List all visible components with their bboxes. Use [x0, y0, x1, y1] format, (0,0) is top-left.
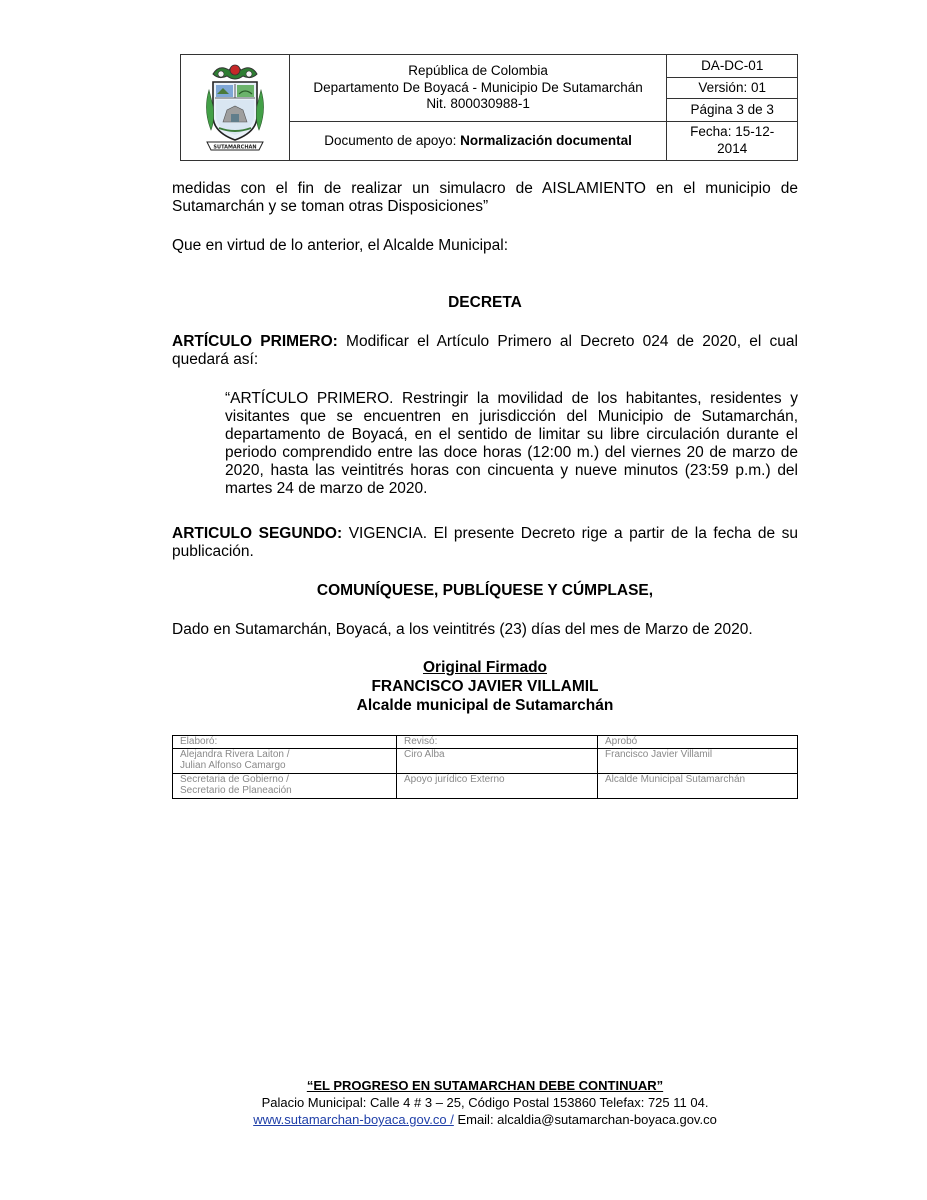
- doc-type-cell: [289, 122, 667, 161]
- decreta-heading: DECRETA: [448, 294, 522, 311]
- article-two-text: VIGENCIA. El presente Decreto rige a partir de la fecha de su publicación.: [172, 525, 798, 560]
- aprobo-role: Alcalde Municipal Sutamarchán: [598, 774, 798, 799]
- approval-cell: [173, 749, 397, 774]
- website-link[interactable]: www.sutamarchan-boyaca.gov.co /: [253, 1112, 454, 1127]
- doc-code: DA-DC-01: [667, 55, 798, 78]
- emblem-motto: SUTAMARCHAN: [213, 144, 257, 150]
- continuation-paragraph: medidas con el fin de realizar un simulacro de AISLAMIENTO en el municipio de Sutamarchán y se toman otras Disposiciones”: [172, 180, 798, 215]
- elaboro-role-2: Secretario de Planeación: [180, 785, 292, 796]
- aprobo-name: Francisco Javier Villamil: [598, 749, 798, 774]
- reviso-role: Apoyo jurídico Externo: [397, 774, 598, 799]
- document-header: [180, 54, 798, 161]
- approval-header-reviso: Revisó:: [397, 736, 598, 749]
- table-row: [173, 774, 798, 799]
- signature-name: FRANCISCO JAVIER VILLAMIL: [371, 678, 599, 695]
- approval-header-elaboro: Elaboró:: [173, 736, 397, 749]
- article-one: [172, 333, 798, 369]
- doc-date-line1: Fecha: 15-12-: [690, 124, 775, 140]
- article-one-quote: “ARTÍCULO PRIMERO. Restringir la movilidad de los habitantes, residentes y visitantes que se encuentren en jurisdicción del Municipio de Sutamarchán, departamento de Boyacá, en el sentido de limitar su libre circulación durante el periodo comprendido entre las doce horas (12:00 m.) del viernes 20 de marzo de 2020, hasta las veintitrés horas con cincuenta y nueve minutos (23:59 p.m.) del martes 24 de marzo de 2020.: [225, 390, 798, 497]
- signature-original: Original Firmado: [422, 659, 547, 676]
- elaboro-name-1: Alejandra Rivera Laiton /: [180, 749, 290, 760]
- footer-contact: [172, 1111, 798, 1128]
- institution-cell: [289, 55, 667, 122]
- footer-address: Palacio Municipal: Calle 4 # 3 – 25, Código Postal 153860 Telefax: 725 11 04.: [261, 1095, 709, 1110]
- doc-type-prefix: Documento de apoyo:: [324, 132, 461, 148]
- article-two-label: ARTICULO SEGUNDO:: [172, 525, 343, 542]
- table-row: [173, 736, 798, 749]
- article-one-label: ARTÍCULO PRIMERO:: [172, 333, 338, 350]
- article-two: [172, 525, 798, 561]
- approval-cell: [173, 774, 397, 799]
- approval-header-aprobo: Aprobó: [598, 736, 798, 749]
- elaboro-role-1: Secretaria de Gobierno /: [180, 774, 289, 785]
- doc-type-name: Normalización documental: [460, 132, 632, 148]
- doc-date: [667, 122, 798, 161]
- doc-page: Página 3 de 3: [667, 99, 798, 122]
- que-paragraph: Que en virtud de lo anterior, el Alcalde Municipal:: [172, 237, 509, 254]
- department-line: Departamento De Boyacá - Municipio De Sutamarchán: [313, 79, 643, 95]
- table-row: [173, 749, 798, 774]
- country-line: República de Colombia: [408, 62, 548, 78]
- nit-line: Nit. 800030988-1: [426, 96, 530, 112]
- emblem-cell: [181, 55, 290, 161]
- municipal-emblem-icon: [199, 60, 271, 156]
- signature-title: Alcalde municipal de Sutamarchán: [356, 697, 614, 714]
- footer-slogan: “EL PROGRESO EN SUTAMARCHAN DEBE CONTINUAR”: [306, 1078, 664, 1093]
- elaboro-name-2: Julian Alfonso Camargo: [180, 760, 286, 771]
- footer-email: Email: alcaldia@sutamarchan-boyaca.gov.co: [453, 1112, 717, 1127]
- doc-date-line2: 2014: [717, 141, 748, 156]
- article-one-text: Modificar el Artículo Primero al Decreto 024 de 2020, el cual quedará así:: [172, 333, 798, 368]
- dado-paragraph: Dado en Sutamarchán, Boyacá, a los veintitrés (23) días del mes de Marzo de 2020.: [172, 621, 753, 638]
- approval-table: [172, 735, 798, 799]
- doc-version: Versión: 01: [667, 78, 798, 99]
- reviso-name: Ciro Alba: [397, 749, 598, 774]
- comuniquese-heading: COMUNÍQUESE, PUBLÍQUESE Y CÚMPLASE,: [316, 582, 654, 599]
